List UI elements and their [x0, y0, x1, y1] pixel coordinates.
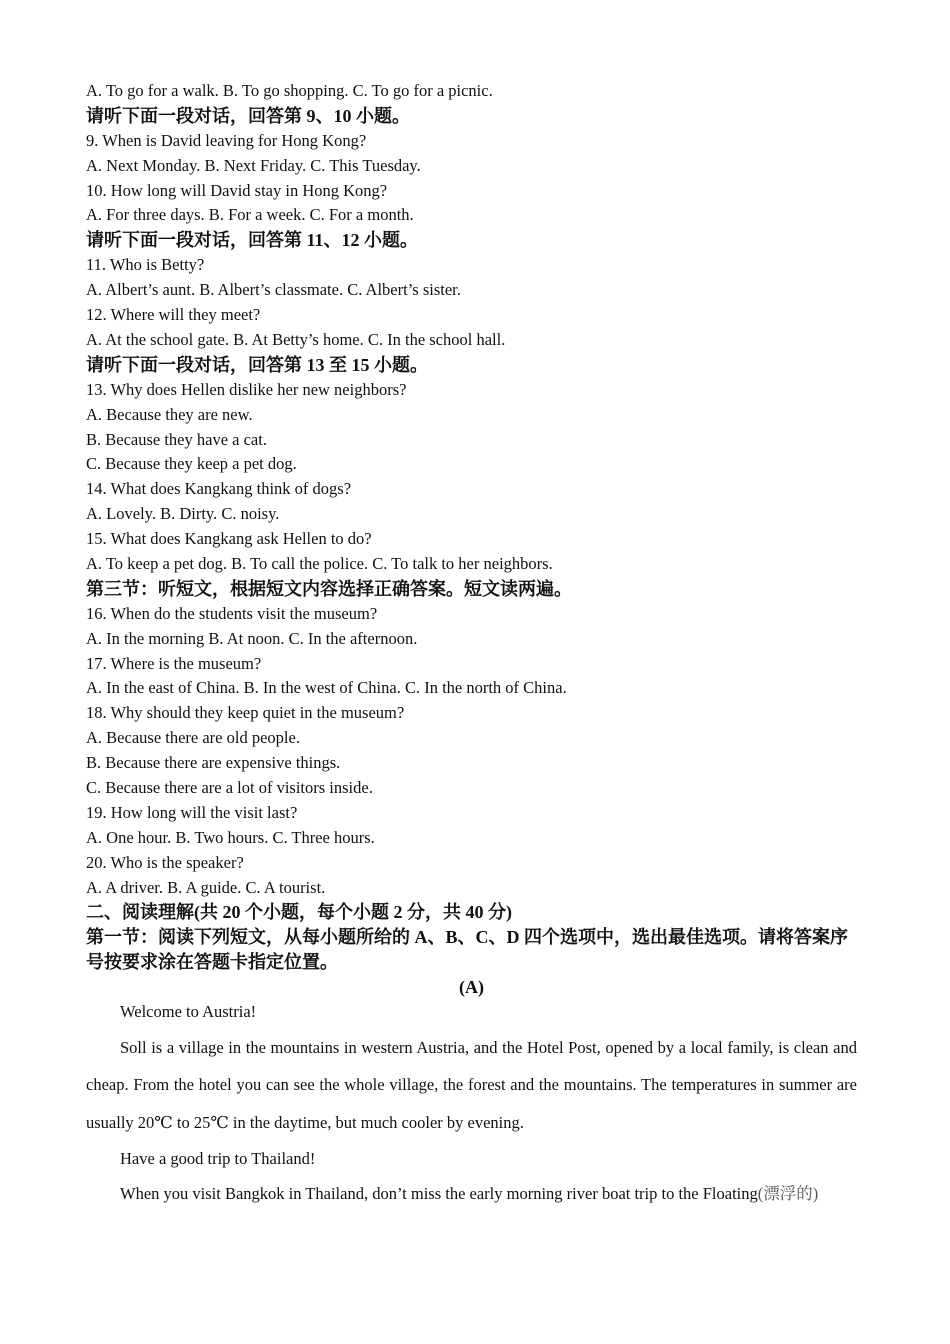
text-line: A. At the school gate. B. At Betty’s home. C. In the school hall.	[86, 329, 506, 349]
text-line: A. Lovely. B. Dirty. C. noisy.	[86, 504, 280, 524]
text-line: A. A driver. B. A guide. C. A tourist.	[86, 877, 326, 897]
text-line: A. One hour. B. Two hours. C. Three hours.	[86, 827, 375, 847]
text-line: 15. What does Kangkang ask Hellen to do?	[86, 529, 372, 549]
section-heading: 请听下面一段对话，回答第 9、10 小题。	[86, 105, 410, 126]
text-line: A. To go for a walk. B. To go shopping. C. To go for a picnic.	[86, 81, 493, 100]
text-line: C. Because they keep a pet dog.	[86, 454, 297, 474]
section-heading: 二、阅读理解(共 20 个小题，每个小题 2 分，共 40 分)	[86, 902, 512, 923]
text-line: Welcome to Austria!	[120, 1002, 257, 1022]
text-line: C. Because there are a lot of visitors inside.	[86, 778, 373, 797]
text-line: 19. How long will the visit last?	[86, 802, 298, 822]
text-line: A. In the east of China. B. In the west of China. C. In the north of China.	[86, 678, 567, 698]
text-line: B. Because there are expensive things.	[86, 753, 341, 773]
text-line: 13. Why does Hellen dislike her new neighbors?	[86, 379, 407, 399]
text-line: 11. Who is Betty?	[86, 255, 205, 275]
passage-paragraph-thailand	[86, 1176, 857, 1211]
passage-title-thailand: Have a good trip to Thailand!	[120, 1149, 316, 1169]
text-line: A. In the morning B. At noon. C. In the afternoon.	[86, 628, 418, 648]
text-line: 14. What does Kangkang think of dogs?	[86, 479, 352, 499]
section-heading: 请听下面一段对话，回答第 13 至 15 小题。	[86, 354, 428, 375]
text-line: 20. Who is the speaker?	[86, 852, 244, 872]
exam-document	[86, 79, 857, 1211]
chinese-gloss: (漂浮的)	[757, 1184, 819, 1204]
text-line: 17. Where is the museum?	[86, 653, 262, 673]
text-line: A. Because they are new.	[86, 404, 253, 424]
text-line: 16. When do the students visit the museum?	[86, 603, 378, 623]
section-heading: 第三节：听短文，根据短文内容选择正确答案。短文读两遍。	[86, 578, 572, 599]
text-line: A. Because there are old people.	[86, 728, 300, 748]
passage-label: (A)	[459, 977, 484, 998]
question-list	[86, 79, 857, 1025]
text-line: B. Because they have a cat.	[86, 429, 267, 449]
text-line: 9. When is David leaving for Hong Kong?	[86, 130, 367, 150]
text-line: A. For three days. B. For a week. C. For a month.	[86, 205, 414, 225]
text-line: A. Albert’s aunt. B. Albert’s classmate. C. Albert’s sister.	[86, 280, 461, 300]
passage-paragraph-thailand-text: When you visit Bangkok in Thailand, don’t miss the early morning river boat trip to the Floating	[120, 1184, 758, 1204]
passage-paragraph-austria: Soll is a village in the mountains in western Austria, and the Hotel Post, opened by a local family, is clean and cheap. From the hotel you can see the whole village, the forest and the mountains. The temperatures in summer are usually 20℃ to 25℃ in the daytime, but much cooler by evening.	[86, 1037, 857, 1132]
text-line: 10. How long will David stay in Hong Kong?	[86, 180, 388, 200]
text-line: 12. Where will they meet?	[86, 305, 261, 325]
section-heading: 第一节：阅读下列短文，从每小题所给的 A、B、C、D 四个选项中，选出最佳选项。请将答案序号按要求涂在答题卡指定位置。	[86, 927, 848, 973]
text-line: A. Next Monday. B. Next Friday. C. This Tuesday.	[86, 155, 421, 175]
section-heading: 请听下面一段对话，回答第 11、12 小题。	[86, 230, 419, 251]
text-line: 18. Why should they keep quiet in the museum?	[86, 703, 405, 723]
text-line: A. To keep a pet dog. B. To call the police. C. To talk to her neighbors.	[86, 553, 553, 573]
